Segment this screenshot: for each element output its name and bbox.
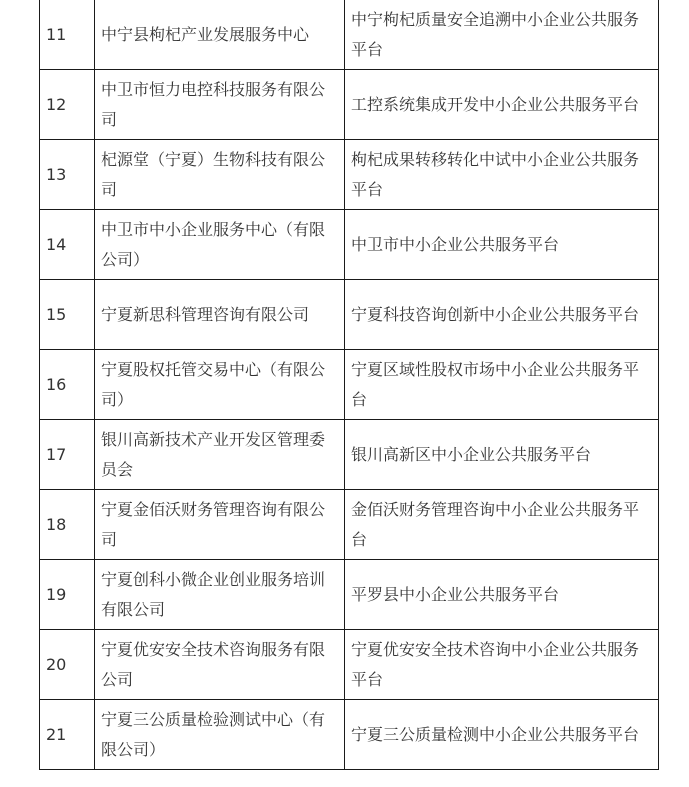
platform-cell: 中卫市中小企业公共服务平台	[345, 210, 659, 280]
row-number-cell: 11	[40, 0, 95, 70]
table-row	[40, 350, 659, 420]
organization-cell: 银川高新技术产业开发区管理委员会	[95, 420, 345, 490]
platform-cell: 宁夏优安安全技术咨询中小企业公共服务平台	[345, 630, 659, 700]
table-row	[40, 280, 659, 350]
table-row	[40, 630, 659, 700]
platform-cell: 枸杞成果转移转化中试中小企业公共服务平台	[345, 140, 659, 210]
organization-cell: 中卫市恒力电控科技服务有限公司	[95, 70, 345, 140]
table-row	[40, 210, 659, 280]
table-row	[40, 560, 659, 630]
organization-cell: 宁夏股权托管交易中心（有限公司）	[95, 350, 345, 420]
row-number-cell: 18	[40, 490, 95, 560]
platform-cell: 金佰沃财务管理咨询中小企业公共服务平台	[345, 490, 659, 560]
table-row	[40, 420, 659, 490]
row-number-cell: 19	[40, 560, 95, 630]
organization-cell: 中卫市中小企业服务中心（有限公司）	[95, 210, 345, 280]
platform-cell: 宁夏科技咨询创新中小企业公共服务平台	[345, 280, 659, 350]
platform-cell: 平罗县中小企业公共服务平台	[345, 560, 659, 630]
table-row	[40, 140, 659, 210]
table-row	[40, 70, 659, 140]
organization-cell: 宁夏创科小微企业创业服务培训有限公司	[95, 560, 345, 630]
row-number-cell: 13	[40, 140, 95, 210]
organization-cell: 中宁县枸杞产业发展服务中心	[95, 0, 345, 70]
row-number-cell: 17	[40, 420, 95, 490]
table-body	[40, 0, 659, 770]
platform-cell: 宁夏三公质量检测中小企业公共服务平台	[345, 700, 659, 770]
platform-cell: 银川高新区中小企业公共服务平台	[345, 420, 659, 490]
row-number-cell: 21	[40, 700, 95, 770]
platform-cell: 工控系统集成开发中小企业公共服务平台	[345, 70, 659, 140]
row-number-cell: 16	[40, 350, 95, 420]
organization-cell: 宁夏三公质量检验测试中心（有限公司）	[95, 700, 345, 770]
organization-cell: 宁夏新思科管理咨询有限公司	[95, 280, 345, 350]
table-row	[40, 0, 659, 70]
table-row	[40, 490, 659, 560]
row-number-cell: 12	[40, 70, 95, 140]
row-number-cell: 15	[40, 280, 95, 350]
organization-cell: 宁夏优安安全技术咨询服务有限公司	[95, 630, 345, 700]
row-number-cell: 20	[40, 630, 95, 700]
platform-cell: 宁夏区域性股权市场中小企业公共服务平台	[345, 350, 659, 420]
platform-list-table	[39, 0, 659, 770]
row-number-cell: 14	[40, 210, 95, 280]
organization-cell: 宁夏金佰沃财务管理咨询有限公司	[95, 490, 345, 560]
table-row	[40, 700, 659, 770]
platform-cell: 中宁枸杞质量安全追溯中小企业公共服务平台	[345, 0, 659, 70]
organization-cell: 杞源堂（宁夏）生物科技有限公司	[95, 140, 345, 210]
